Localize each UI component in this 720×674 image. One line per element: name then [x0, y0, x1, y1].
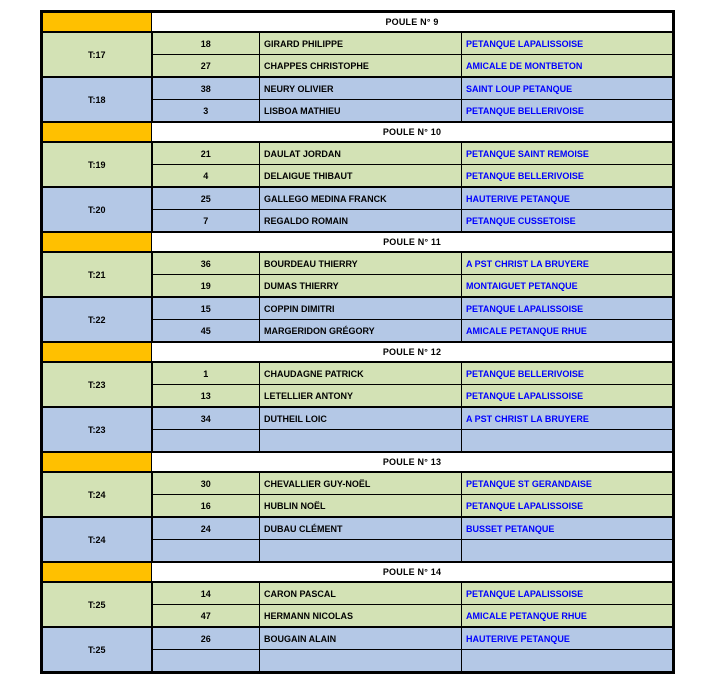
table-row	[42, 517, 674, 540]
poule-header-corner	[42, 562, 152, 582]
time-slot-cell: T:23	[42, 407, 152, 452]
player-number-cell: 27	[152, 55, 260, 78]
player-name-cell: BOUGAIN ALAIN	[260, 627, 462, 650]
player-club-cell: AMICALE PETANQUE RHUE	[462, 605, 674, 628]
poule-header-row	[42, 342, 674, 362]
player-name-cell: HERMANN NICOLAS	[260, 605, 462, 628]
player-number-cell	[152, 430, 260, 453]
player-club-cell: A PST CHRIST LA BRUYERE	[462, 252, 674, 275]
poule-header-title: POULE N° 14	[152, 562, 674, 582]
player-number-cell: 3	[152, 100, 260, 123]
player-name-cell: GALLEGO MEDINA FRANCK	[260, 187, 462, 210]
player-club-cell: PETANQUE BELLERIVOISE	[462, 165, 674, 188]
player-club-cell: SAINT LOUP PETANQUE	[462, 77, 674, 100]
table-row	[42, 297, 674, 320]
player-club-cell: BUSSET PETANQUE	[462, 517, 674, 540]
player-club-cell: PETANQUE CUSSETOISE	[462, 210, 674, 233]
player-number-cell: 16	[152, 495, 260, 518]
player-club-cell	[462, 540, 674, 563]
table-row	[42, 407, 674, 430]
player-number-cell: 25	[152, 187, 260, 210]
player-number-cell: 36	[152, 252, 260, 275]
player-club-cell: HAUTERIVE PETANQUE	[462, 187, 674, 210]
player-name-cell	[260, 540, 462, 563]
player-club-cell: PETANQUE ST GERANDAISE	[462, 472, 674, 495]
poules-table	[40, 10, 675, 674]
player-name-cell: HUBLIN NOËL	[260, 495, 462, 518]
player-name-cell: CHAUDAGNE PATRICK	[260, 362, 462, 385]
player-name-cell: LISBOA MATHIEU	[260, 100, 462, 123]
table-row	[42, 362, 674, 385]
player-club-cell: MONTAIGUET PETANQUE	[462, 275, 674, 298]
table-row	[42, 32, 674, 55]
player-name-cell: CHEVALLIER GUY-NOËL	[260, 472, 462, 495]
player-number-cell: 7	[152, 210, 260, 233]
poule-header-row	[42, 452, 674, 472]
time-slot-cell: T:23	[42, 362, 152, 407]
time-slot-cell: T:25	[42, 627, 152, 673]
poule-header-row	[42, 12, 674, 33]
poule-header-title: POULE N° 12	[152, 342, 674, 362]
player-club-cell	[462, 430, 674, 453]
player-club-cell	[462, 650, 674, 673]
time-slot-cell: T:19	[42, 142, 152, 187]
poule-header-title: POULE N° 11	[152, 232, 674, 252]
player-club-cell: PETANQUE BELLERIVOISE	[462, 100, 674, 123]
time-slot-cell: T:24	[42, 472, 152, 517]
table-row	[42, 77, 674, 100]
table-row	[42, 582, 674, 605]
poule-header-corner	[42, 122, 152, 142]
player-name-cell: BOURDEAU THIERRY	[260, 252, 462, 275]
player-number-cell: 47	[152, 605, 260, 628]
player-name-cell: NEURY OLIVIER	[260, 77, 462, 100]
player-number-cell: 30	[152, 472, 260, 495]
player-number-cell: 21	[152, 142, 260, 165]
player-number-cell: 34	[152, 407, 260, 430]
player-name-cell: CHAPPES CHRISTOPHE	[260, 55, 462, 78]
player-name-cell: DUMAS THIERRY	[260, 275, 462, 298]
player-club-cell: PETANQUE LAPALISSOISE	[462, 582, 674, 605]
player-number-cell: 1	[152, 362, 260, 385]
time-slot-cell: T:25	[42, 582, 152, 627]
player-club-cell: AMICALE DE MONTBETON	[462, 55, 674, 78]
player-name-cell: LETELLIER ANTONY	[260, 385, 462, 408]
table-row	[42, 627, 674, 650]
player-club-cell: PETANQUE LAPALISSOISE	[462, 297, 674, 320]
poule-header-title: POULE N° 13	[152, 452, 674, 472]
poule-header-row	[42, 232, 674, 252]
player-name-cell: COPPIN DIMITRI	[260, 297, 462, 320]
player-number-cell: 18	[152, 32, 260, 55]
poule-header-corner	[42, 342, 152, 362]
table-row	[42, 252, 674, 275]
player-name-cell: DAULAT JORDAN	[260, 142, 462, 165]
poule-header-corner	[42, 232, 152, 252]
poule-header-title: POULE N° 10	[152, 122, 674, 142]
player-club-cell: PETANQUE LAPALISSOISE	[462, 495, 674, 518]
time-slot-cell: T:24	[42, 517, 152, 562]
player-number-cell: 24	[152, 517, 260, 540]
player-number-cell: 38	[152, 77, 260, 100]
player-number-cell: 4	[152, 165, 260, 188]
player-club-cell: AMICALE PETANQUE RHUE	[462, 320, 674, 343]
table-row	[42, 187, 674, 210]
player-number-cell: 13	[152, 385, 260, 408]
player-number-cell: 15	[152, 297, 260, 320]
table-row	[42, 472, 674, 495]
time-slot-cell: T:21	[42, 252, 152, 297]
player-club-cell: HAUTERIVE PETANQUE	[462, 627, 674, 650]
player-club-cell: PETANQUE LAPALISSOISE	[462, 32, 674, 55]
player-club-cell: PETANQUE SAINT REMOISE	[462, 142, 674, 165]
poule-header-corner	[42, 452, 152, 472]
time-slot-cell: T:20	[42, 187, 152, 232]
player-club-cell: A PST CHRIST LA BRUYERE	[462, 407, 674, 430]
time-slot-cell: T:18	[42, 77, 152, 122]
player-number-cell: 45	[152, 320, 260, 343]
player-name-cell: DUBAU CLÉMENT	[260, 517, 462, 540]
player-club-cell: PETANQUE LAPALISSOISE	[462, 385, 674, 408]
player-name-cell	[260, 430, 462, 453]
poule-header-row	[42, 562, 674, 582]
time-slot-cell: T:17	[42, 32, 152, 77]
player-number-cell	[152, 540, 260, 563]
player-number-cell: 26	[152, 627, 260, 650]
player-number-cell	[152, 650, 260, 673]
player-name-cell: DELAIGUE THIBAUT	[260, 165, 462, 188]
time-slot-cell: T:22	[42, 297, 152, 342]
player-name-cell	[260, 650, 462, 673]
poule-header-row	[42, 122, 674, 142]
player-name-cell: MARGERIDON GRÉGORY	[260, 320, 462, 343]
poule-header-title: POULE N° 9	[152, 12, 674, 33]
player-number-cell: 19	[152, 275, 260, 298]
poule-header-corner	[42, 12, 152, 33]
player-name-cell: CARON PASCAL	[260, 582, 462, 605]
player-name-cell: REGALDO ROMAIN	[260, 210, 462, 233]
player-name-cell: DUTHEIL LOIC	[260, 407, 462, 430]
player-name-cell: GIRARD PHILIPPE	[260, 32, 462, 55]
player-club-cell: PETANQUE BELLERIVOISE	[462, 362, 674, 385]
player-number-cell: 14	[152, 582, 260, 605]
table-row	[42, 142, 674, 165]
